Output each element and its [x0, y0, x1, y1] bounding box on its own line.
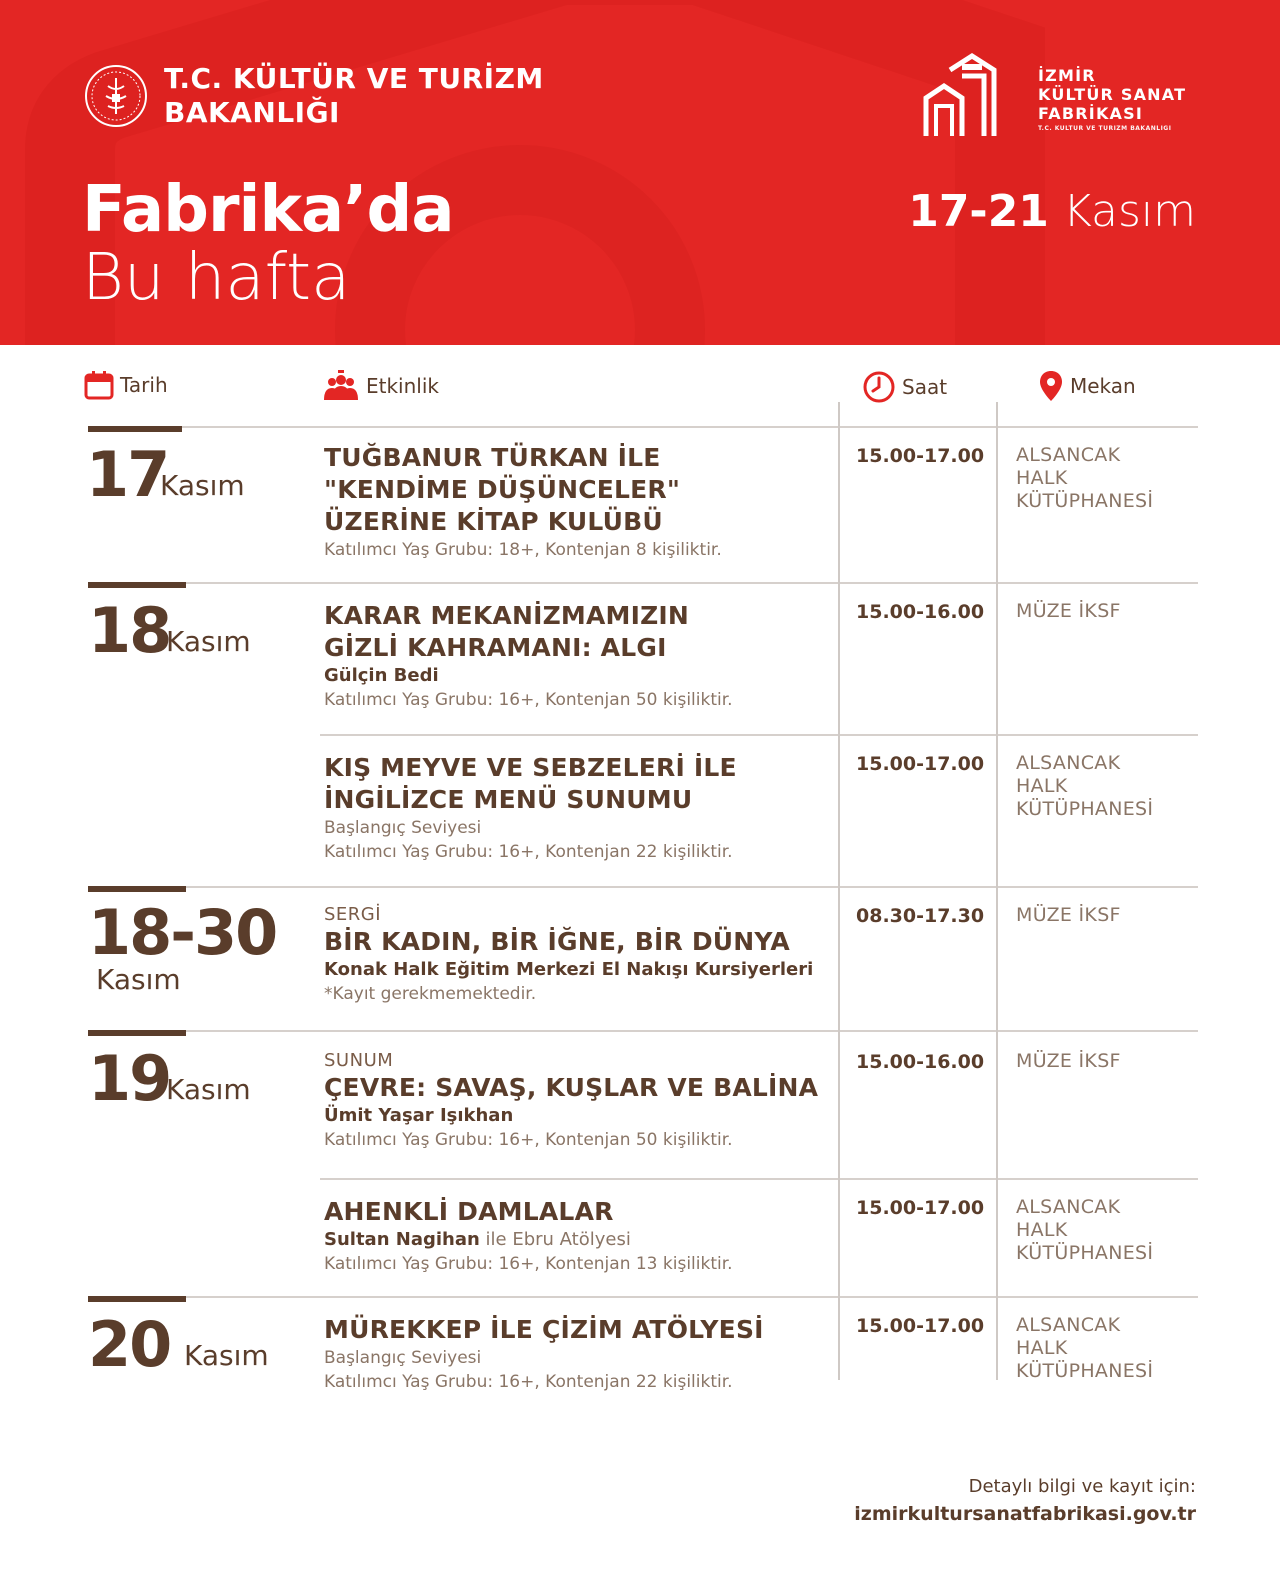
event-time: 15.00-16.00: [856, 1051, 985, 1073]
event-venue: [1016, 1196, 1153, 1265]
factory-brand: [922, 50, 1186, 142]
event-time: 15.00-17.00: [856, 753, 985, 775]
factory-name-line2: KÜLTÜR SANAT: [1038, 85, 1187, 104]
event-entry: [324, 442, 824, 562]
event-note: Katılımcı Yaş Grubu: 16+, Kontenjan 50 kişiliktir.: [324, 1130, 733, 1150]
date-month: Kasım: [96, 963, 181, 996]
event-venue-line: ALSANCAK: [1016, 1196, 1121, 1218]
column-header-date: [84, 370, 168, 400]
event-title-line: "KENDİME DÜŞÜNCELER": [324, 475, 681, 504]
footer-label: Detaylı bilgi ve kayıt için:: [968, 1476, 1196, 1497]
event-title-line: KIŞ MEYVE VE SEBZELERİ İLE: [324, 753, 737, 782]
event-title: [324, 1314, 824, 1346]
event-venue: [1016, 444, 1153, 513]
event-note: *Kayıt gerekmemektedir.: [324, 984, 537, 1004]
event-title-line: TUĞBANUR TÜRKAN İLE: [324, 443, 661, 472]
date-month: Kasım: [166, 625, 251, 658]
date-range: [908, 186, 1196, 238]
event-venue-line: KÜTÜPHANESİ: [1016, 798, 1154, 820]
event-venue: [1016, 600, 1121, 623]
date-accent-bar: [88, 1296, 186, 1302]
event-venue-line: ALSANCAK: [1016, 752, 1121, 774]
event-category: SERGİ: [324, 904, 382, 925]
event-presenter: Gülçin Bedi: [324, 665, 439, 686]
event-title: [324, 442, 824, 538]
date-accent-bar: [88, 582, 186, 588]
date-day: 19: [88, 1042, 171, 1115]
footer-info: [854, 1474, 1196, 1528]
event-note: Başlangıç Seviyesi: [324, 1348, 482, 1368]
column-header-venue-label: Mekan: [1070, 374, 1136, 398]
date-range-days: 17-21: [908, 186, 1049, 237]
event-venue-line: HALK: [1016, 1219, 1068, 1241]
event-entry: [324, 752, 824, 864]
event-venue-line: HALK: [1016, 1337, 1068, 1359]
clock-icon: [862, 370, 896, 404]
event-title-line: MÜREKKEP İLE ÇİZİM ATÖLYESİ: [324, 1315, 764, 1344]
event-presenter: Ümit Yaşar Işıkhan: [324, 1105, 514, 1126]
event-category: SUNUM: [324, 1050, 394, 1071]
date-day: 18: [88, 594, 171, 667]
row-divider: [88, 1296, 1198, 1298]
date-month: Kasım: [160, 469, 245, 502]
page-subtitle: Bu hafta: [82, 241, 351, 315]
event-note: Katılımcı Yaş Grubu: 16+, Kontenjan 22 kişiliktir.: [324, 1372, 733, 1392]
event-time: 15.00-16.00: [856, 601, 985, 623]
event-presenter-detail: ile Ebru Atölyesi: [479, 1229, 631, 1250]
row-divider: [88, 886, 1198, 888]
event-title-line: ÇEVRE: SAVAŞ, KUŞLAR VE BALİNA: [324, 1073, 819, 1102]
event-title-line: KARAR MEKANİZMAMIZIN: [324, 601, 690, 630]
ministry-brand: [84, 62, 544, 130]
event-title-line: AHENKLİ DAMLALAR: [324, 1197, 614, 1226]
column-header-event: [322, 370, 439, 402]
event-title: [324, 926, 824, 958]
event-note: Başlangıç Seviyesi: [324, 818, 482, 838]
event-entry: [324, 904, 824, 1006]
event-venue-line: HALK: [1016, 467, 1068, 489]
date-month: Kasım: [184, 1339, 269, 1372]
date-accent-bar: [88, 886, 186, 892]
column-divider: [996, 402, 998, 1380]
date-day: 18-30: [88, 896, 277, 969]
footer-website-link[interactable]: izmirkultursanatfabrikasi.gov.tr: [854, 1503, 1196, 1525]
column-header-event-label: Etkinlik: [366, 374, 439, 398]
event-title: [324, 752, 824, 816]
column-header-time-label: Saat: [902, 375, 948, 399]
event-entry: [324, 1050, 824, 1152]
row-divider: [88, 582, 1198, 584]
event-venue-line: ALSANCAK: [1016, 444, 1121, 466]
event-venue: [1016, 1050, 1121, 1073]
event-venue: [1016, 752, 1153, 821]
location-pin-icon: [1038, 370, 1064, 402]
event-title: [324, 600, 824, 664]
people-icon: [322, 370, 360, 402]
event-note: Katılımcı Yaş Grubu: 16+, Kontenjan 50 kişiliktir.: [324, 690, 733, 710]
event-time: 15.00-17.00: [856, 1315, 985, 1337]
date-accent-bar: [88, 426, 182, 432]
event-title-line: İNGİLİZCE MENÜ SUNUMU: [324, 785, 693, 814]
event-title: [324, 1196, 824, 1228]
column-header-time: [862, 370, 947, 404]
event-venue-line: KÜTÜPHANESİ: [1016, 1360, 1154, 1382]
event-venue-line: MÜZE İKSF: [1016, 1050, 1121, 1072]
ministry-seal-icon: [84, 64, 148, 128]
event-venue-line: HALK: [1016, 775, 1068, 797]
event-venue: [1016, 904, 1121, 927]
event-time: 15.00-17.00: [856, 1197, 985, 1219]
event-note: Katılımcı Yaş Grubu: 16+, Kontenjan 22 kişiliktir.: [324, 842, 733, 862]
ministry-name-line1: T.C. KÜLTÜR VE TURİZM: [164, 62, 544, 95]
event-time: 08.30-17.30: [856, 905, 985, 927]
event-venue-line: KÜTÜPHANESİ: [1016, 490, 1154, 512]
date-day: 20: [88, 1308, 171, 1381]
event-title-line: GİZLİ KAHRAMANI: ALGI: [324, 633, 667, 662]
factory-logo-icon: [922, 50, 1022, 142]
event-note: Katılımcı Yaş Grubu: 16+, Kontenjan 13 kişiliktir.: [324, 1254, 733, 1274]
event-entry: [324, 1196, 824, 1276]
row-divider: [88, 426, 1198, 428]
event-entry: [324, 600, 824, 712]
event-entry: [324, 1314, 824, 1394]
event-presenter: Konak Halk Eğitim Merkezi El Nakışı Kursiyerleri: [324, 959, 814, 980]
header-banner: [0, 0, 1280, 345]
calendar-icon: [84, 370, 114, 400]
row-divider: [320, 734, 1198, 736]
event-presenter: [324, 1228, 824, 1252]
row-divider: [88, 1030, 1198, 1032]
date-range-month: Kasım: [1062, 186, 1196, 237]
event-title-line: ÜZERİNE KİTAP KULÜBÜ: [324, 507, 663, 536]
event-venue-line: MÜZE İKSF: [1016, 904, 1121, 926]
event-title-line: BİR KADIN, BİR İĞNE, BİR DÜNYA: [324, 927, 790, 956]
date-month: Kasım: [166, 1073, 251, 1106]
event-note: Katılımcı Yaş Grubu: 18+, Kontenjan 8 kişiliktir.: [324, 540, 722, 560]
event-presenter-name: Sultan Nagihan: [324, 1229, 480, 1250]
event-venue-line: KÜTÜPHANESİ: [1016, 1242, 1154, 1264]
row-divider: [320, 1178, 1198, 1180]
page-title: Fabrika’da: [82, 173, 454, 247]
column-header-venue: [1038, 370, 1136, 402]
date-day: 17: [86, 438, 169, 511]
event-title: [324, 1072, 824, 1104]
column-divider: [838, 402, 840, 1380]
factory-name-line3: FABRİKASI: [1038, 104, 1144, 123]
event-venue: [1016, 1314, 1153, 1383]
column-header-date-label: Tarih: [120, 373, 168, 397]
event-venue-line: ALSANCAK: [1016, 1314, 1121, 1336]
factory-ministry-line: T.C. KÜLTÜR VE TURİZM BAKANLIĞI: [1038, 125, 1172, 132]
event-time: 15.00-17.00: [856, 445, 985, 467]
ministry-name-line2: BAKANLIĞI: [164, 96, 340, 129]
factory-name-line1: İZMİR: [1038, 66, 1096, 85]
date-accent-bar: [88, 1030, 186, 1036]
event-venue-line: MÜZE İKSF: [1016, 600, 1121, 622]
